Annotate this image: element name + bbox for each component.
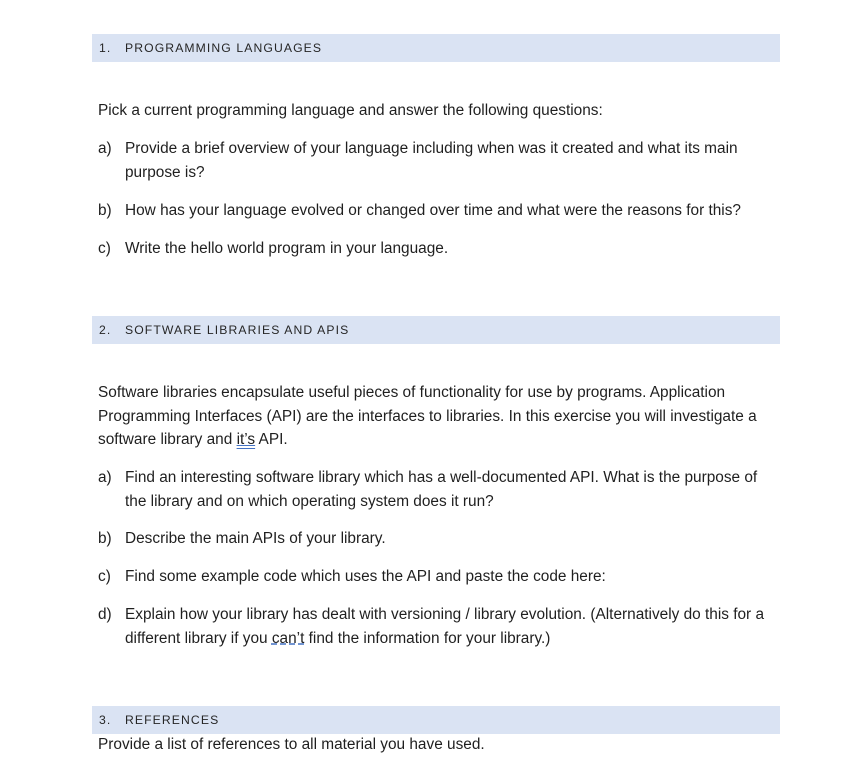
section-number: 2. (99, 323, 112, 337)
question-label: c) (98, 240, 111, 257)
intro-text: Software libraries encapsulate useful pieces of functionality for use by programs. Application Programming Interfaces (API) are the interfaces to libraries. In this exercise you will investigate a software library and (98, 384, 757, 448)
question-text: Find an interesting software library which has a well-documented API. What is the purpose of the library and on which operating system does it run? (125, 469, 758, 510)
question-label: c) (98, 568, 111, 585)
section-3-intro: Provide a list of references to all material you have used. (98, 736, 485, 753)
question-1c (98, 237, 778, 261)
grammar-flagged-word[interactable]: can’t (271, 629, 305, 647)
question-text: Write the hello world program in your language. (125, 240, 449, 257)
question-text (125, 603, 778, 650)
section-title: SOFTWARE LIBRARIES AND APIS (125, 323, 350, 337)
section-title: REFERENCES (125, 713, 220, 727)
section-1-intro: Pick a current programming language and answer the following questions: (98, 102, 603, 119)
question-label: b) (98, 202, 112, 219)
question-1a (98, 137, 778, 184)
question-1b (98, 199, 778, 223)
section-1-heading (92, 34, 780, 62)
section-2-heading (92, 316, 780, 344)
question-text: Provide a brief overview of your language including when was it created and what its main purpose is? (125, 140, 738, 181)
section-number: 3. (99, 713, 112, 727)
question-text-part: Explain how your library has dealt with versioning / library evolution. (Alternatively do this for a different library if you (125, 606, 765, 647)
question-2d (98, 603, 778, 650)
question-2c (98, 565, 778, 589)
question-label: a) (98, 469, 112, 486)
question-label: d) (98, 606, 112, 623)
question-2a (98, 466, 778, 513)
grammar-flagged-word[interactable]: it’s (236, 431, 256, 448)
section-2-intro (98, 381, 778, 452)
question-text: How has your language evolved or changed over time and what were the reasons for this? (125, 202, 741, 219)
question-label: a) (98, 140, 112, 157)
section-number: 1. (99, 41, 112, 55)
question-text: Find some example code which uses the API and paste the code here: (125, 568, 606, 585)
section-title: PROGRAMMING LANGUAGES (125, 41, 323, 55)
intro-text: API. (255, 431, 288, 448)
question-2b (98, 527, 778, 551)
question-label: b) (98, 530, 112, 547)
question-text-part: find the information for your library.) (304, 629, 551, 647)
question-text: Describe the main APIs of your library. (125, 530, 386, 547)
section-3-heading (92, 706, 780, 734)
